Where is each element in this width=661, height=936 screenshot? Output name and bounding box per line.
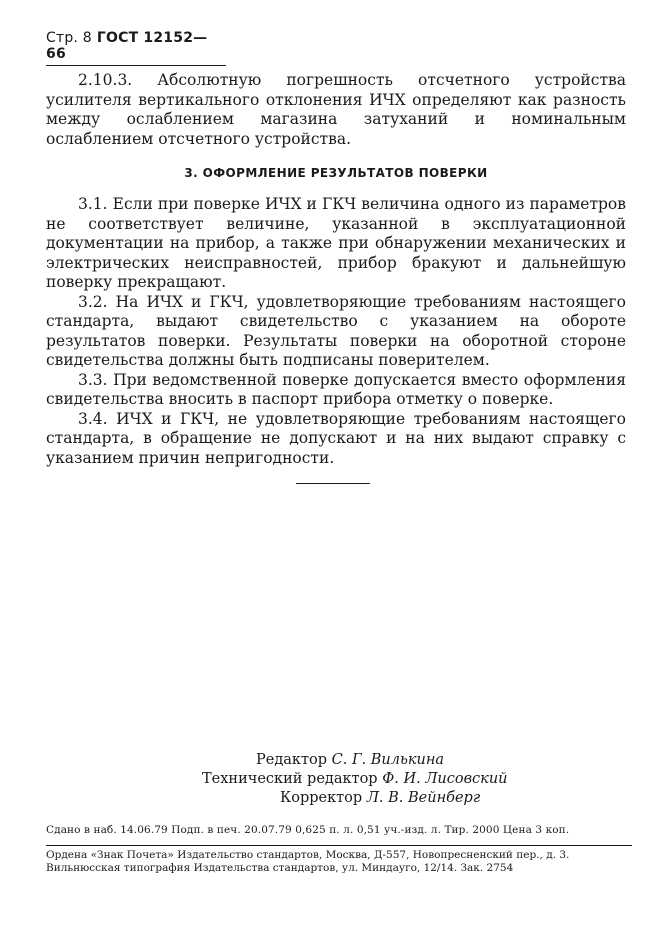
tech-editor-line: [200, 770, 520, 789]
publisher-line-1: Ордена «Знак Почета» Издательство стандартов, Москва, Д-557, Новопресненский пер., д. 3.: [46, 849, 570, 861]
corrector-line: [200, 789, 520, 808]
publisher-block: [46, 849, 636, 875]
editor-line: [200, 751, 520, 770]
editor-role: Редактор: [256, 752, 328, 768]
imprint-line: Сдано в наб. 14.06.79 Подп. в печ. 20.07.79 0,625 п. л. 0,51 уч.-изд. л. Тир. 2000 Цена 3 коп.: [46, 824, 570, 836]
page-header: [46, 30, 226, 66]
credits-block: [200, 751, 520, 808]
imprint-divider: [46, 845, 632, 846]
paragraph-3-2: 3.2. На ИЧХ и ГКЧ, удовлетворяющие требованиям настоящего стандарта, выдают свидетельство с указанием на обороте результатов поверки. Результаты поверки на оборотной стороне свидетельства должны быть подписаны поверителем.: [46, 292, 626, 369]
corrector-name: Л. В. Вейнберг: [366, 790, 481, 806]
paragraph-3-4: 3.4. ИЧХ и ГКЧ, не удовлетворяющие требованиям настоящего стандарта, в обращение не допускают и на них выдают справку с указанием причин непригодности.: [46, 409, 626, 467]
standard-number: ГОСТ 12152—66: [46, 30, 208, 62]
page-number: Стр. 8: [46, 30, 92, 46]
publisher-line-2: Вильнюсская типография Издательства стандартов, ул. Миндауго, 12/14. Зак. 2754: [46, 862, 514, 874]
paragraph-3-3: 3.3. При ведомственной поверке допускается вместо оформления свидетельства вносить в паспорт прибора отметку о поверке.: [46, 370, 626, 408]
paragraph-text: 2.10.3. Абсолютную погрешность отсчетного устройства усилителя вертикального отклонения ИЧХ определяют как разность между ослаблением магазина затуханий и номинальным ослаблением отсчетного устройства.: [46, 71, 626, 148]
end-divider: [296, 483, 370, 484]
paragraph-3-1: 3.1. Если при поверке ИЧХ и ГКЧ величина одного из параметров не соответствует величине, указанной в эксплуатационной документации на прибор, а также при обнаружении механических и электрических неисправностей, прибор бракуют и дальнейшую поверку прекращают.: [46, 195, 626, 291]
tech-editor-role: Технический редактор: [202, 771, 378, 787]
section-3-body: [46, 195, 626, 468]
editor-name: С. Г. Вилькина: [331, 752, 445, 768]
corrector-role: Корректор: [280, 790, 363, 806]
tech-editor-name: Ф. И. Лисовский: [382, 771, 508, 787]
section-title: 3. ОФОРМЛЕНИЕ РЕЗУЛЬТАТОВ ПОВЕРКИ: [184, 166, 488, 180]
paragraph-2-10-3: [46, 71, 626, 149]
